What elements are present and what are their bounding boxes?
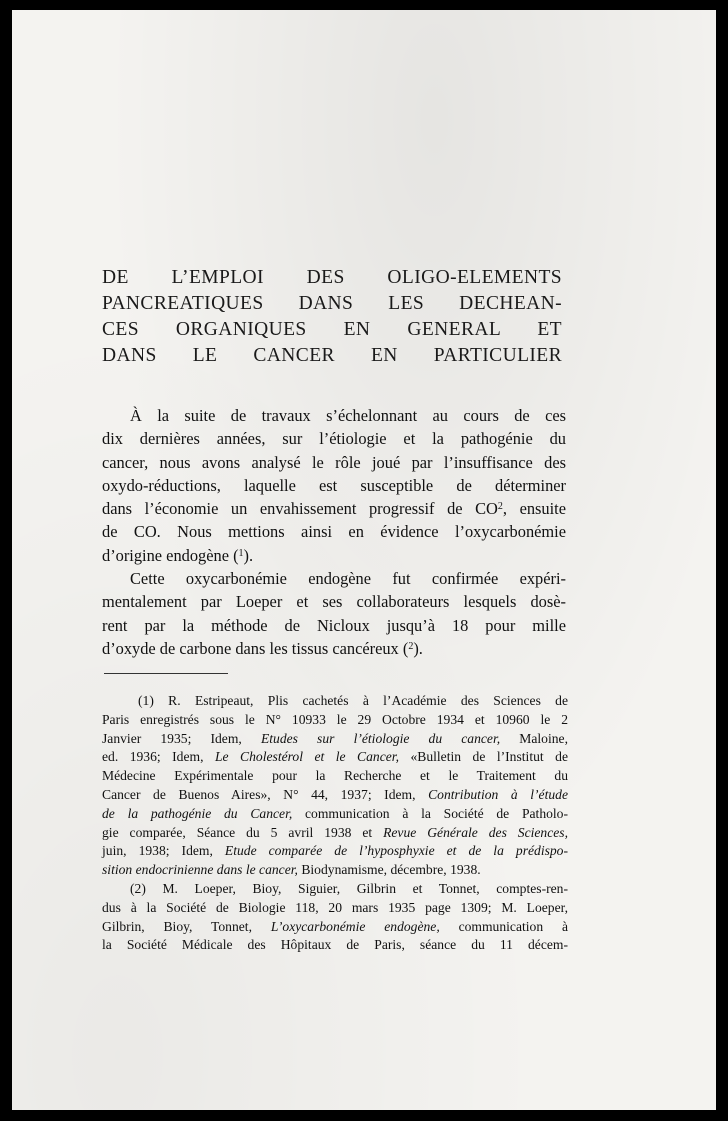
italic-title: Etudes sur l’étiologie du cancer, <box>260 730 501 746</box>
text-segment: «Bulletin de l’Institut de <box>410 749 568 765</box>
title-line: PANCREATIQUES DANS LES DECHEAN- <box>102 293 562 314</box>
footnote-line <box>102 730 568 749</box>
text-line: Cette oxycarbonémie endogène fut confirmée expéri- <box>130 569 566 589</box>
footnote-line: Médecine Expérimentale pour la Recherche et le Traitement du <box>102 768 568 784</box>
text-segment: Maloine, <box>519 730 568 746</box>
italic-title: sition endocrinienne dans le cancer, <box>102 862 298 878</box>
footnote-reference: 1 <box>238 547 244 559</box>
footnote-line: la Société Médicale des Hôpitaux de Paris, séance du 11 décem- <box>102 937 568 953</box>
italic-title: Contribution à l’étude <box>428 786 568 802</box>
text-line: oxydo-réductions, laquelle est susceptible de déterminer <box>102 475 566 495</box>
text-segment: d’oxyde de carbone dans les tissus cancéreux ( <box>102 638 409 658</box>
footnote-mark: (2) <box>130 880 146 896</box>
text-segment: Cancer de Buenos Aires», N° 44, 1937; Idem, <box>102 786 416 802</box>
italic-title: Etude comparée de l’hyposphyxie et de la prédispo- <box>224 843 569 859</box>
footnote-line <box>102 805 568 824</box>
show-through-text <box>92 80 562 212</box>
text-segment: d’origine endogène ( <box>102 545 239 565</box>
footnote-line <box>102 918 568 937</box>
text-segment: ). <box>413 638 423 658</box>
footnote-line <box>102 880 568 899</box>
title-line: DE L’EMPLOI DES OLIGO-ELEMENTS <box>102 267 562 288</box>
text-line: dix dernières années, sur l’étiologie et la pathogénie du <box>102 429 566 449</box>
text-line: de CO. Nous mettions ainsi en évidence l’oxycarbonémie <box>102 522 566 542</box>
title-line: DANS LE CANCER EN PARTICULIER <box>102 345 562 366</box>
footnote-line <box>102 824 568 843</box>
footnote-line <box>102 786 568 805</box>
text-segment: gie comparée, Séance du 5 avril 1938 et <box>102 824 373 840</box>
text-line <box>102 497 566 520</box>
footnote-line <box>102 692 568 711</box>
italic-title: L’oxycarbonémie endogène, <box>270 918 440 934</box>
text-line <box>102 544 566 567</box>
footnote-reference: 2 <box>408 640 414 652</box>
text-line: mentalement par Loeper et ses collaborateurs lesquels dosè- <box>102 592 566 612</box>
italic-title: de la pathogénie du Cancer, <box>102 805 293 821</box>
text-segment: ). <box>243 545 254 565</box>
text-segment: communication à la Société de Patholo- <box>305 805 569 821</box>
text-segment: dans l’économie un envahissement progressif de CO <box>102 499 498 519</box>
footnote-line <box>102 842 568 861</box>
text-segment: ed. 1936; Idem, <box>102 749 204 765</box>
text-segment: juin, 1938; Idem, <box>102 843 213 859</box>
text-segment: , ensuite <box>502 499 567 519</box>
text-segment: M. Loeper, Bioy, Siguier, Gilbrin et Tonnet, comptes-ren- <box>162 880 568 896</box>
text-line: À la suite de travaux s’échelonnant au cours de ces <box>130 406 566 425</box>
body-text <box>102 404 566 660</box>
text-segment: R. Estripeaut, Plis cachetés à l’Académie des Sciences de <box>168 693 568 708</box>
text-line: cancer, nous avons analysé le rôle joué par l’insuffisance des <box>102 452 566 472</box>
italic-title: Le Cholestérol et le Cancer, <box>214 749 399 765</box>
footnote-line <box>102 861 568 880</box>
text-segment: Biodynamisme, décembre, 1938. <box>301 862 481 878</box>
footnote-line: Paris enregistrés sous le N° 10933 le 29 Octobre 1934 et 10960 le 2 <box>102 711 568 727</box>
text-segment: Gilbrin, Bioy, Tonnet, <box>102 918 252 934</box>
footnote-mark: (1) <box>138 693 154 708</box>
text-line: rent par la méthode de Nicloux jusqu’à 18 pour mille <box>102 615 566 635</box>
footnote-divider <box>104 673 228 674</box>
footnotes <box>102 692 568 955</box>
italic-title: Revue Générale des Sciences, <box>383 824 568 840</box>
text-segment: Janvier 1935; Idem, <box>102 730 242 746</box>
title-line: CES ORGANIQUES EN GENERAL ET <box>102 319 562 340</box>
document-page <box>12 10 716 1110</box>
footnote-line: dus à la Société de Biologie 118, 20 mars 1935 page 1309; M. Loeper, <box>102 899 568 915</box>
text-line <box>102 637 566 660</box>
footnote-line <box>102 748 568 767</box>
text-segment: communication à <box>458 918 568 934</box>
superscript: 2 <box>497 501 503 513</box>
page-title <box>102 265 562 369</box>
